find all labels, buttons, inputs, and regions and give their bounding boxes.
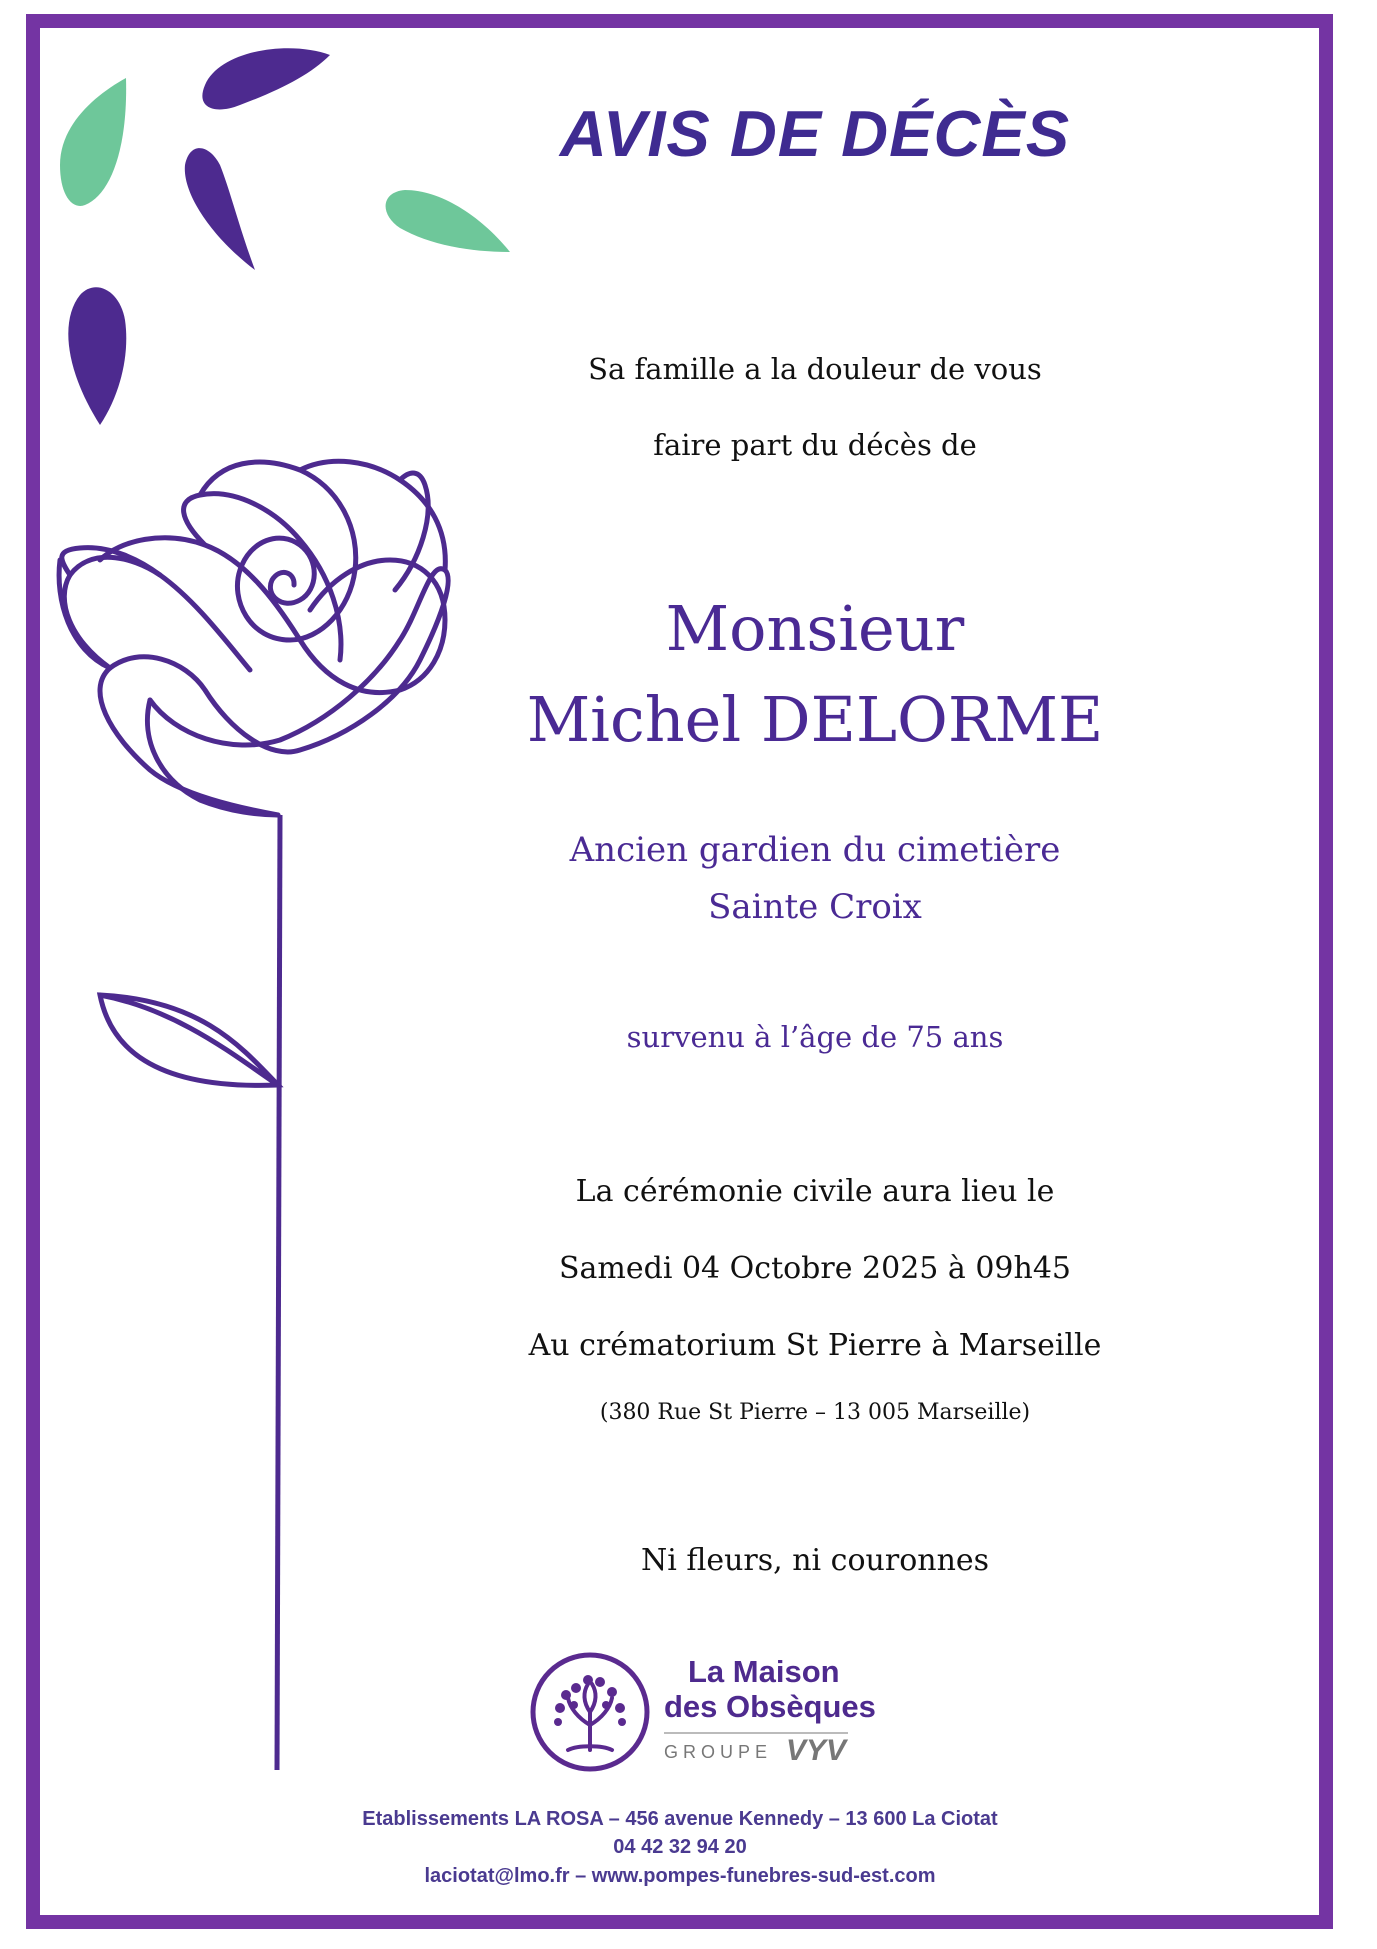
deceased-name: Michel DELORME xyxy=(526,683,1104,756)
footer-contact: laciotat@lmo.fr – www.pompes-funebres-sud-est.com xyxy=(424,1865,936,1887)
deceased-civility: Monsieur xyxy=(665,592,965,665)
leaf-purple-icon xyxy=(68,287,126,425)
page-title: AVIS DE DÉCÈS xyxy=(559,97,1071,170)
logo-group-name: VYV xyxy=(786,1734,847,1767)
tree-emblem-icon xyxy=(528,1650,652,1774)
leaf-purple-icon xyxy=(202,48,330,109)
leaf-green-icon xyxy=(386,190,510,252)
logo-group-label: GROUPE xyxy=(664,1742,773,1762)
leaf-purple-icon xyxy=(185,148,255,270)
footer-phone: 04 42 32 94 20 xyxy=(613,1836,747,1858)
deceased-role-line-1: Ancien gardien du cimetière xyxy=(569,830,1061,870)
logo-name-line-2: des Obsèques xyxy=(664,1689,876,1724)
intro-line-2: faire part du décès de xyxy=(653,428,977,462)
leaf-green-icon xyxy=(60,78,126,206)
rose-leaf xyxy=(100,995,278,1085)
intro-line-1: Sa famille a la douleur de vous xyxy=(588,352,1042,386)
deceased-role-line-2: Sainte Croix xyxy=(708,887,922,927)
rose-stem xyxy=(277,815,280,1770)
ceremony-address: (380 Rue St Pierre – 13 005 Marseille) xyxy=(599,1400,1031,1425)
logo-name-line-1: La Maison xyxy=(688,1654,840,1689)
footer-address: Etablissements LA ROSA – 456 avenue Kennedy – 13 600 La Ciotat xyxy=(362,1808,998,1830)
ceremony-date: Samedi 04 Octobre 2025 à 09h45 xyxy=(558,1251,1071,1286)
ceremony-intro: La cérémonie civile aura lieu le xyxy=(575,1174,1055,1209)
deceased-age: survenu à l’âge de 75 ans xyxy=(626,1020,1004,1054)
rose-bloom xyxy=(59,461,448,815)
ceremony-place: Au crématorium St Pierre à Marseille xyxy=(528,1328,1102,1363)
flowers-note: Ni fleurs, ni couronnes xyxy=(640,1543,990,1578)
